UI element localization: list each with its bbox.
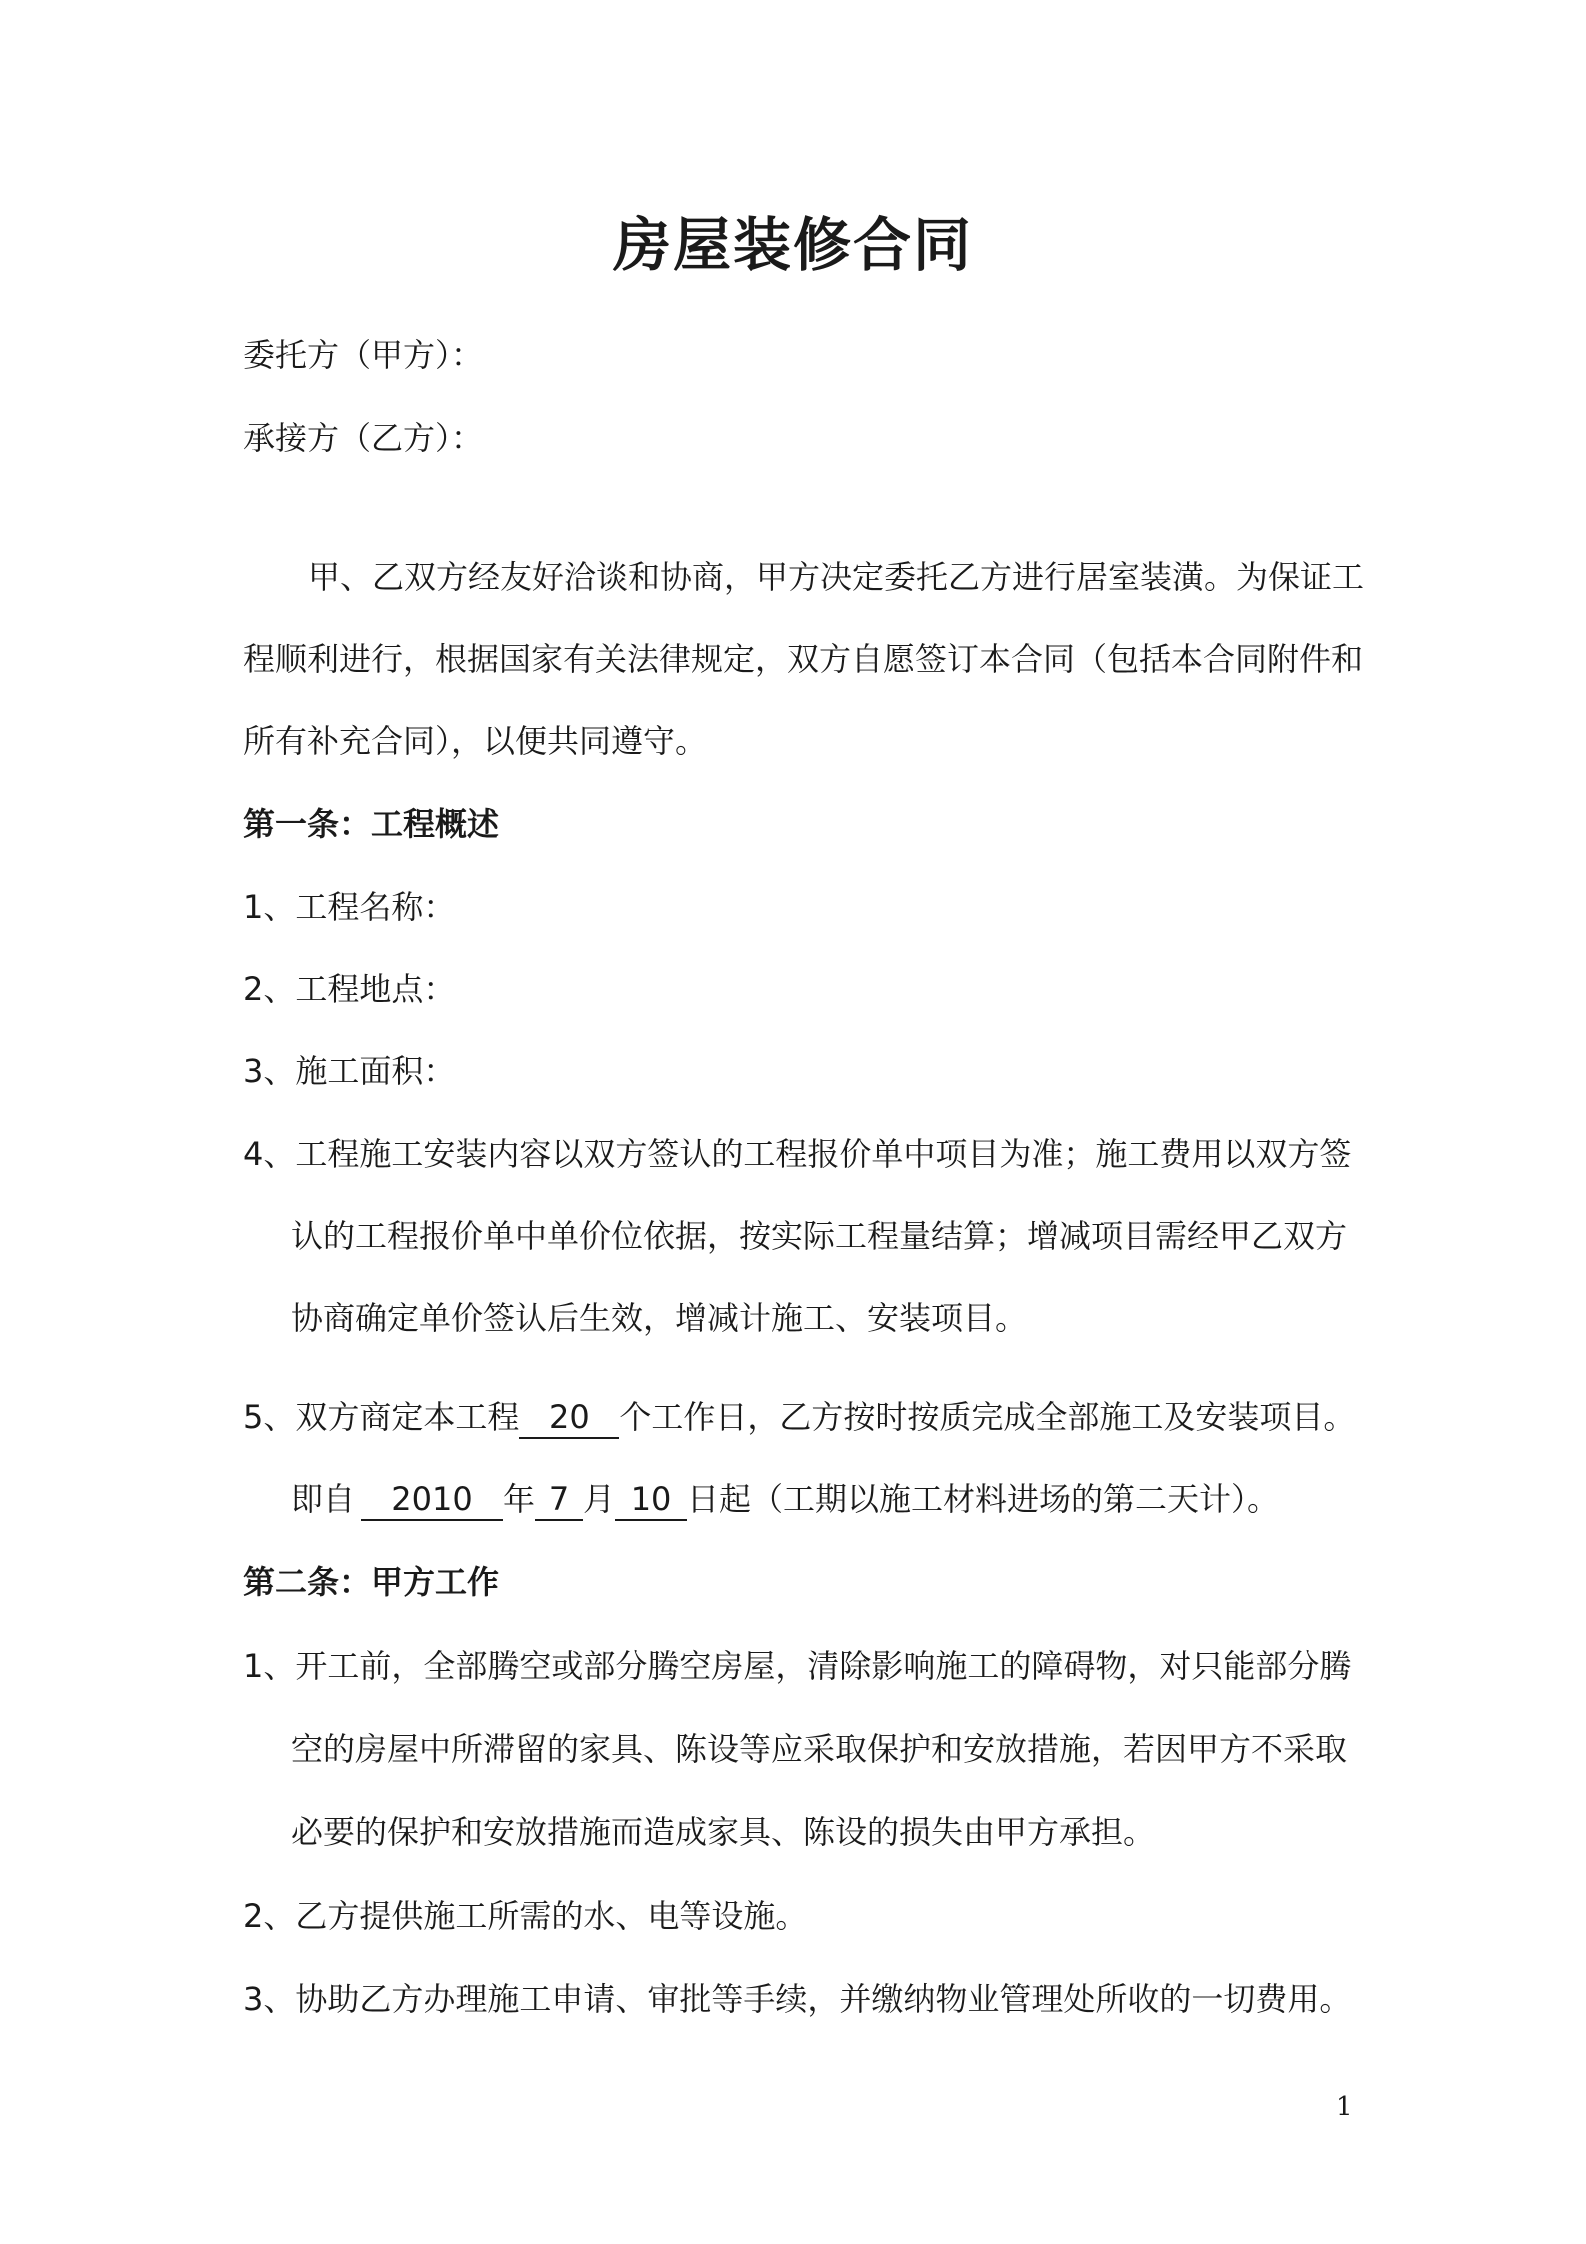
article1-heading: 第一条：工程概述 (243, 805, 500, 843)
month-unit: 月 (583, 1480, 616, 1518)
item5-line1 (243, 1394, 1355, 1440)
page-number: 1 (1336, 2092, 1353, 2122)
party-a-label: 委托方（甲方）： (243, 336, 484, 374)
item5-prefix: 5、双方商定本工程 (243, 1398, 520, 1436)
article2-item1-line: 必要的保护和安放措施而造成家具、陈设的损失由甲方承担。 (291, 1813, 1156, 1851)
item4-line: 4、工程施工安装内容以双方签认的工程报价单中项目为准；施工费用以双方签 (243, 1135, 1352, 1173)
article2-heading: 第二条：甲方工作 (243, 1563, 500, 1601)
preamble-line: 程顺利进行，根据国家有关法律规定，双方自愿签订本合同（包括本合同附件和 (243, 640, 1364, 678)
item5-suffix: 个工作日，乙方按时按质完成全部施工及安装项目。 (619, 1398, 1356, 1436)
preamble-line: 甲、乙双方经友好洽谈和协商，甲方决定委托乙方进行居室装潢。为保证工 (308, 558, 1365, 596)
start-prefix: 即自 (291, 1480, 356, 1518)
article1-item1: 1、工程名称： (243, 888, 456, 926)
item5-line2 (291, 1476, 1279, 1522)
start-year-field: 2010 (361, 1479, 503, 1521)
party-b-label: 承接方（乙方）： (243, 419, 484, 457)
start-month-field: 7 (535, 1479, 583, 1521)
article1-item2: 2、工程地点： (243, 970, 456, 1008)
article2-item3: 3、协助乙方办理施工申请、审批等手续，并缴纳物业管理处所收的一切费用。 (243, 1980, 1352, 2018)
workdays-field: 20 (519, 1397, 619, 1439)
article2-item2: 2、乙方提供施工所需的水、电等设施。 (243, 1897, 808, 1935)
article2-item1-line: 空的房屋中所滞留的家具、陈设等应采取保护和安放措施，若因甲方不采取 (291, 1730, 1348, 1768)
preamble-line: 所有补充合同），以便共同遵守。 (243, 722, 708, 760)
article2-item1-line: 1、开工前，全部腾空或部分腾空房屋，清除影响施工的障碍物，对只能部分腾 (243, 1647, 1352, 1685)
start-suffix: 日起（工期以施工材料进场的第二天计）。 (687, 1480, 1280, 1518)
item4-line: 认的工程报价单中单价位依据，按实际工程量结算；增减项目需经甲乙双方 (291, 1217, 1348, 1255)
start-day-field: 10 (615, 1479, 687, 1521)
article1-item3: 3、施工面积： (243, 1052, 456, 1090)
year-unit: 年 (503, 1480, 536, 1518)
item4-line: 协商确定单价签认后生效，增减计施工、安装项目。 (291, 1299, 1028, 1337)
document-title: 房屋装修合同 (612, 211, 973, 279)
